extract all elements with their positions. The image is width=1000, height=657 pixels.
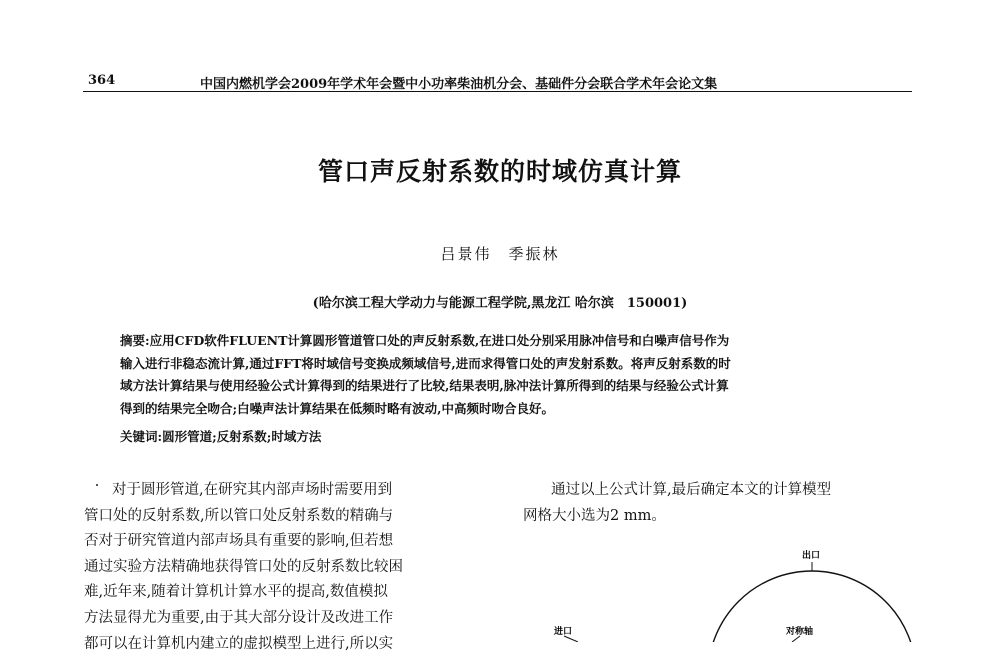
abstract-line: 摘要:应用CFD软件FLUENT计算圆形管道管口处的声反射系数,在进口处分别采用脉冲信号和白噪声信号作为 [120,333,730,348]
label-symmetry-axis: 对称轴 [786,627,814,637]
paper-title: 管口声反射系数的时域仿真计算 [317,157,682,186]
abstract-line: 输入进行非稳态流计算,通过FFT将时域信号变换成频域信号,进而求得管口处的声发射系数。将声反射系数的时 [120,355,731,371]
abstract-line: 域方法计算结果与使用经验公式计算得到的结果进行了比较,结果表明,脉冲法计算所得到的结果与经验公式计算 [120,378,729,393]
model-diagram [520,540,990,642]
body-line: 通过实验方法精确地获得管口处的反射系数比较困 [84,558,403,575]
body-line: 通过以上公式计算,最后确定本文的计算模型 [551,482,832,498]
paper-affiliation: (哈尔滨工程大学动力与能源工程学院,黑龙江 哈尔滨 150001) [312,296,688,311]
body-line: 否对于研究管道内部声场具有重要的影响,但若想 [84,533,394,550]
label-outlet: 出口 [802,551,821,561]
label-inlet: 进口 [554,627,573,637]
body-line: 网格大小选为2 mm。 [523,507,666,524]
abstract [120,330,880,420]
keywords: 关键词:圆形管道;反射系数;时域方法 [120,429,322,444]
page-number: 364 [88,73,116,88]
abstract-line: 得到的结果完全吻合;白噪声法计算结果在低频时略有波动,中高频时吻合良好。 [120,400,554,416]
header-rule [83,91,912,92]
body-line: 难,近年来,随着计算机计算水平的提高,数值模拟 [84,584,388,601]
running-title: 中国内燃机学会2009年学术年会暨中小功率柴油机分会、基础件分会联合学术年会论文集 [200,77,718,92]
body-line: 都可以在计算机内建立的虚拟模型上进行,所以实 [84,635,394,652]
body-line: 对于圆形管道,在研究其内部声场时需要用到 [112,482,393,498]
paper-authors: 吕景伟 季振林 [440,245,560,263]
body-line: 管口处的反射系数,所以管口处反射系数的精确与 [84,507,394,524]
body-right-column [523,478,923,529]
body-line: 方法显得尤为重要,由于其大部分设计及改进工作 [84,609,394,626]
body-left-column [84,478,496,657]
